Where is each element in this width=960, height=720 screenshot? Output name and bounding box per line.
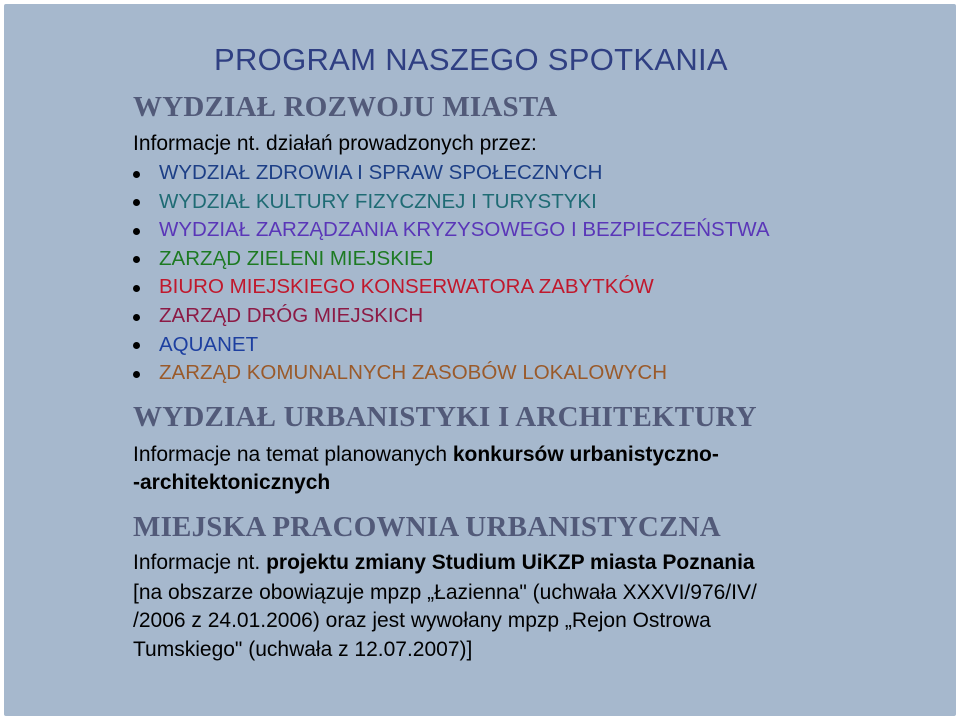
list-item <box>133 333 258 357</box>
section3-line1 <box>133 551 755 575</box>
section3-line4: Tumskiego" (uchwała z 12.07.2007)] <box>133 638 473 661</box>
section3-line1-bold: projektu zmiany Studium UiKZP miasta Poznania <box>266 551 755 574</box>
list-item-label: WYDZIAŁ ZDROWIA I SPRAW SPOŁECZNYCH <box>159 161 603 184</box>
list-item <box>133 161 602 185</box>
bullet-icon <box>133 314 140 321</box>
section2-line2 <box>133 471 330 495</box>
section-heading-urbanistyki: WYDZIAŁ URBANISTYKI I ARCHITEKTURY <box>133 401 757 433</box>
list-item <box>133 304 423 328</box>
bullet-icon <box>133 285 140 292</box>
bullet-icon <box>133 228 140 235</box>
list-item <box>133 361 667 385</box>
list-item <box>133 247 434 271</box>
list-item <box>133 190 597 214</box>
section2-line1 <box>133 443 719 467</box>
bullet-icon <box>133 171 140 178</box>
section2-line2-bold: -architektonicznych <box>133 471 331 494</box>
list-item-label: WYDZIAŁ ZARZĄDZANIA KRYZYSOWEGO I BEZPIECZEŃSTWA <box>159 218 770 242</box>
section3-line1-normal: Informacje nt. <box>133 551 267 574</box>
bullet-icon <box>133 256 140 263</box>
slide <box>4 4 956 716</box>
section1-intro: Informacje nt. działań prowadzonych przez: <box>133 132 537 155</box>
bullet-icon <box>133 342 140 349</box>
section3-line3: /2006 z 24.01.2006) oraz jest wywołany mpzp „Rejon Ostrowa <box>133 609 711 632</box>
slide-title: PROGRAM NASZEGO SPOTKANIA <box>214 42 728 77</box>
section-heading-pracownia: MIEJSKA PRACOWNIA URBANISTYCZNA <box>133 511 721 543</box>
section-heading-rozwoju-miasta: WYDZIAŁ ROZWOJU MIASTA <box>133 91 558 123</box>
list-item <box>133 218 770 242</box>
list-item-label: AQUANET <box>159 332 259 356</box>
bullet-icon <box>133 199 140 206</box>
section2-line1-normal: Informacje na temat planowanych <box>133 443 453 466</box>
list-item-label: ZARZĄD DRÓG MIEJSKICH <box>159 304 424 327</box>
list-item-label: BIURO MIEJSKIEGO KONSERWATORA ZABYTKÓW <box>159 275 654 299</box>
section3-line2: [na obszarze obowiązuje mpzp „Łazienna" (uchwała XXXVI/976/IV/ <box>133 581 757 604</box>
list-item <box>133 275 654 299</box>
list-item-label: WYDZIAŁ KULTURY FIZYCZNEJ I TURYSTYKI <box>159 189 597 213</box>
section2-line1-bold: konkursów urbanistyczno- <box>452 443 719 466</box>
list-item-label: ZARZĄD ZIELENI MIEJSKIEJ <box>159 246 434 270</box>
list-item-label: ZARZĄD KOMUNALNYCH ZASOBÓW LOKALOWYCH <box>159 361 668 385</box>
bullet-icon <box>133 371 140 378</box>
